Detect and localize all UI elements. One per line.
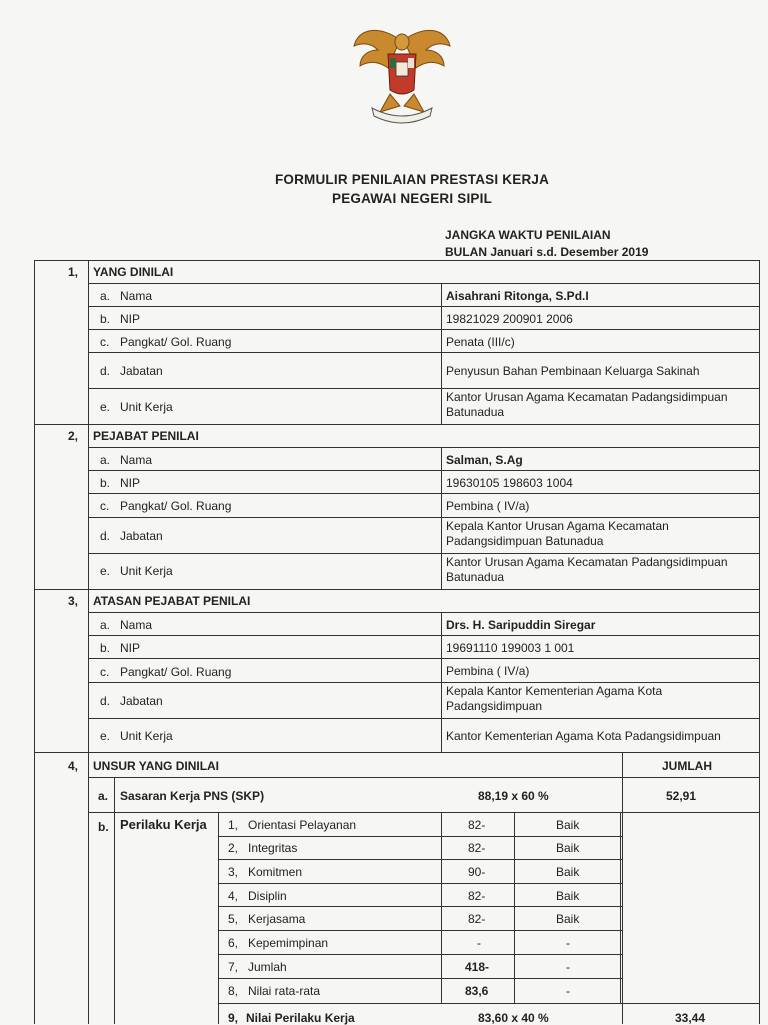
item-8-grade: - <box>566 984 570 998</box>
s3-row-c-letter: c. <box>100 665 110 679</box>
s3-pangkat-value: Pembina ( IV/a) <box>446 664 530 678</box>
section-2-title: PEJABAT PENILAI <box>93 429 199 443</box>
section-1-title: YANG DINILAI <box>93 265 174 279</box>
garuda-emblem-icon <box>350 20 454 126</box>
s1-row-b-letter: b. <box>100 312 111 326</box>
item-3-no: 3, <box>228 865 239 879</box>
item-5-name: Kerjasama <box>248 912 306 926</box>
s2-nip-value: 19630105 198603 1004 <box>446 476 573 490</box>
s2-unit-label: Unit Kerja <box>120 564 173 578</box>
section-4-number: 4, <box>68 759 79 773</box>
item-3-name: Komitmen <box>248 865 303 879</box>
s1-row-e-letter: e. <box>100 400 111 414</box>
item-7-no: 7, <box>228 960 239 974</box>
s2-unit-value: Kantor Urusan Agama Kecamatan Padangsidimpuan Batunadua <box>446 555 728 584</box>
s1-row-a-letter: a. <box>100 289 111 303</box>
s3-jabatan-label: Jabatan <box>120 694 163 708</box>
item-1-grade: Baik <box>556 818 580 832</box>
item-5-grade: Baik <box>556 912 580 926</box>
item-6-no: 6, <box>228 936 239 950</box>
item-2-grade: Baik <box>556 841 580 855</box>
item-6-score: - <box>477 936 481 950</box>
item-2-no: 2, <box>228 841 239 855</box>
s2-row-e-letter: e. <box>100 564 111 578</box>
section-3-title: ATASAN PEJABAT PENILAI <box>93 594 251 608</box>
s1-jabatan-value: Penyusun Bahan Pembinaan Keluarga Sakinah <box>446 364 700 378</box>
item-7-grade: - <box>566 960 570 974</box>
s1-nama-value: Aisahrani Ritonga, S.Pd.I <box>446 289 589 303</box>
nilai-perilaku-total: 33,44 <box>675 1011 706 1025</box>
section-3-number: 3, <box>68 594 79 608</box>
s3-nip-label: NIP <box>120 641 141 655</box>
section-2-number: 2, <box>68 429 79 443</box>
s2-row-d-letter: d. <box>100 529 111 543</box>
jumlah-header: JUMLAH <box>662 759 712 773</box>
nilai-perilaku-no: 9, <box>228 1011 239 1025</box>
item-6-name: Kepemimpinan <box>248 936 329 950</box>
s1-pangkat-value: Penata (III/c) <box>446 335 515 349</box>
perilaku-label: Perilaku Kerja <box>120 817 207 832</box>
item-8-name: Nilai rata-rata <box>248 984 321 998</box>
s2-jabatan-label: Jabatan <box>120 529 163 543</box>
s3-unit-value: Kantor Kementerian Agama Kota Padangsidimpuan <box>446 729 721 743</box>
nilai-perilaku-label: Nilai Perilaku Kerja <box>246 1011 355 1025</box>
item-8-score: 83,6 <box>465 984 489 998</box>
s2-row-c-letter: c. <box>100 499 110 513</box>
s2-pangkat-value: Pembina ( IV/a) <box>446 499 530 513</box>
s1-row-c-letter: c. <box>100 335 110 349</box>
item-5-score: 82- <box>468 912 486 926</box>
item-4-no: 4, <box>228 889 239 903</box>
s3-row-b-letter: b. <box>100 641 111 655</box>
item-5-no: 5, <box>228 912 239 926</box>
item-4-score: 82- <box>468 889 486 903</box>
s3-unit-label: Unit Kerja <box>120 729 173 743</box>
item-6-grade: - <box>566 936 570 950</box>
s2-row-a-letter: a. <box>100 453 111 467</box>
item-3-grade: Baik <box>556 865 580 879</box>
s3-row-e-letter: e. <box>100 729 111 743</box>
skp-label: Sasaran Kerja PNS (SKP) <box>120 789 265 803</box>
section-1-number: 1, <box>68 265 79 279</box>
s2-row-b-letter: b. <box>100 476 111 490</box>
item-1-score: 82- <box>468 818 486 832</box>
item-7-score: 418- <box>465 960 490 974</box>
s3-row-d-letter: d. <box>100 694 111 708</box>
s3-nama-value: Drs. H. Saripuddin Siregar <box>446 618 596 632</box>
nilai-perilaku-calc: 83,60 x 40 % <box>478 1011 549 1025</box>
skp-letter: a. <box>98 789 109 803</box>
s3-nama-label: Nama <box>120 618 153 632</box>
s1-row-d-letter: d. <box>100 364 111 378</box>
s3-row-a-letter: a. <box>100 618 111 632</box>
item-4-grade: Baik <box>556 889 580 903</box>
s1-unit-label: Unit Kerja <box>120 400 173 414</box>
s1-nip-label: NIP <box>120 312 141 326</box>
s2-nama-label: Nama <box>120 453 153 467</box>
skp-total: 52,91 <box>666 789 697 803</box>
s3-nip-value: 19691110 199003 1 001 <box>446 641 575 655</box>
period-value: BULAN Januari s.d. Desember 2019 <box>445 245 649 259</box>
s1-nip-value: 19821029 200901 2006 <box>446 312 573 326</box>
item-7-name: Jumlah <box>248 960 287 974</box>
section-4-title: UNSUR YANG DINILAI <box>93 759 220 773</box>
item-4-name: Disiplin <box>248 889 287 903</box>
s1-unit-value: Kantor Urusan Agama Kecamatan Padangsidimpuan Batunadua <box>446 390 728 419</box>
item-2-score: 82- <box>468 841 486 855</box>
form-subtitle: PEGAWAI NEGERI SIPIL <box>331 191 493 206</box>
perilaku-letter: b. <box>98 820 109 834</box>
item-3-score: 90- <box>468 865 486 879</box>
s2-pangkat-label: Pangkat/ Gol. Ruang <box>120 499 232 513</box>
s1-pangkat-label: Pangkat/ Gol. Ruang <box>120 335 232 349</box>
period-label: JANGKA WAKTU PENILAIAN <box>445 228 611 242</box>
item-2-name: Integritas <box>248 841 298 855</box>
item-1-name: Orientasi Pelayanan <box>248 818 357 832</box>
s2-jabatan-value: Kepala Kantor Urusan Agama Kecamatan Padangsidimpuan Batunadua <box>446 519 669 548</box>
s1-jabatan-label: Jabatan <box>120 364 163 378</box>
item-8-no: 8, <box>228 984 239 998</box>
s2-nama-value: Salman, S.Ag <box>446 453 523 467</box>
form-title: FORMULIR PENILAIAN PRESTASI KERJA <box>274 172 550 187</box>
s3-jabatan-value: Kepala Kantor Kementerian Agama Kota Padangsidimpuan <box>446 684 663 713</box>
s2-nip-label: NIP <box>120 476 141 490</box>
s1-nama-label: Nama <box>120 289 153 303</box>
item-1-no: 1, <box>228 818 239 832</box>
s3-pangkat-label: Pangkat/ Gol. Ruang <box>120 665 232 679</box>
skp-calc: 88,19 x 60 % <box>478 789 549 803</box>
